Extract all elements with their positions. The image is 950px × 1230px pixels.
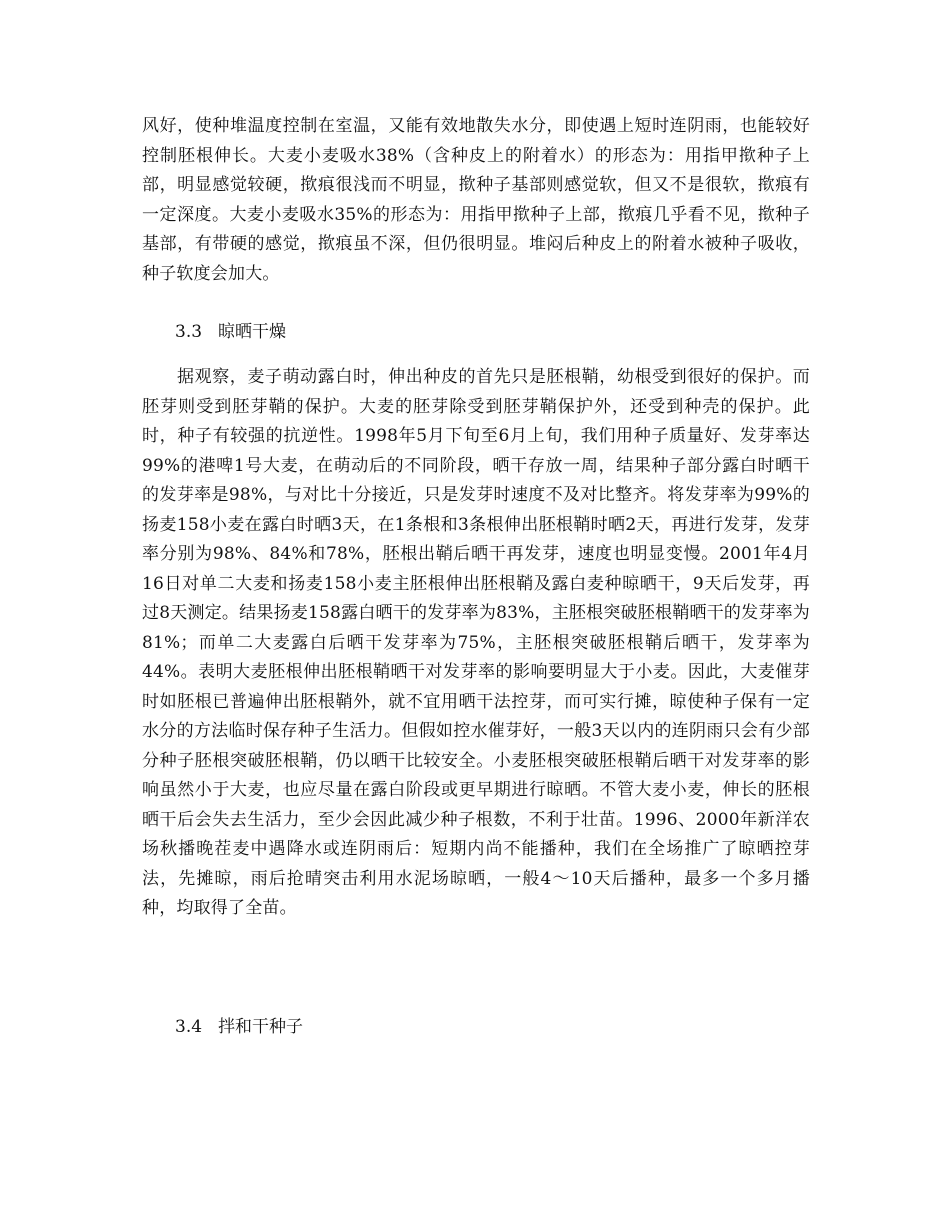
section-title: 拌和干种子 bbox=[218, 1017, 304, 1037]
section-heading-3-3 bbox=[175, 318, 286, 347]
paragraph-seed-moisture: 风好，使种堆温度控制在室温，又能有效地散失水分，即使遇上短时连阴雨，也能较好控制胚根伸长。大麦小麦吸水38%（含种皮上的附着水）的形态为：用指甲揿种子上部，明显感觉较硬，揿痕很浅而不明显，揿种子基部则感觉软，但又不是很软，揿痕有一定深度。大麦小麦吸水35%的形态为：用指甲揿种子上部，揿痕几乎看不见，揿种子基部，有带硬的感觉，揿痕虽不深，但仍很明显。堆闷后种皮上的附着水被种子吸收，种子软度会加大。 bbox=[142, 116, 810, 284]
section-number: 3.3 bbox=[175, 322, 203, 342]
paragraph-drying: 据观察，麦子萌动露白时，伸出种皮的首先只是胚根鞘，幼根受到很好的保护。而胚芽则受到胚芽鞘的保护。大麦的胚芽除受到胚芽鞘保护外，还受到种壳的保护。此时，种子有较强的抗逆性。1998年5月下旬至6月上旬，我们用种子质量好、发芽率达99%的港啤1号大麦，在萌动后的不同阶段，晒干存放一周，结果种子部分露白时晒干的发芽率是98%，与对比十分接近，只是发芽时速度不及对比整齐。将发芽率为99%的扬麦158小麦在露白时晒3天，在1条根和3条根伸出胚根鞘时晒2天，再进行发芽，发芽率分别为98%、84%和78%，胚根出鞘后晒干再发芽，速度也明显变慢。2001年4月16日对单二大麦和扬麦158小麦主胚根伸出胚根鞘及露白麦种晾晒干，9天后发芽，再过8天测定。结果扬麦158露白晒干的发芽率为83%，主胚根突破胚根鞘晒干的发芽率为81%；而单二大麦露白后晒干发芽率为75%，主胚根突破胚根鞘后晒干，发芽率为44%。表明大麦胚根伸出胚根鞘晒干对发芽率的影响要明显大于小麦。因此，大麦催芽时如胚根已普遍伸出胚根鞘外，就不宜用晒干法控芽，而可实行摊，晾使种子保有一定水分的方法临时保存种子生活力。但假如控水催芽好，一般3天以内的连阴雨只会有少部分种子胚根突破胚根鞘，仍以晒干比较安全。小麦胚根突破胚根鞘后晒干对发芽率的影响虽然小于大麦，也应尽量在露白阶段或更早期进行晾晒。不管大麦小麦，伸长的胚根晒干后会失去生活力，至少会因此减少种子根数，不利于壮苗。1996、2000年新洋农场秋播晚茬麦中遇降水或连阴雨后：短期内尚不能播种，我们在全场推广了晾晒控芽法，先摊晾，雨后抢晴突击利用水泥场晾晒，一般4～10天后播种，最多一个多月播种，均取得了全苗。 bbox=[142, 367, 810, 918]
section-heading-3-4 bbox=[175, 1013, 303, 1042]
section-number: 3.4 bbox=[175, 1017, 203, 1037]
section-title: 晾晒干燥 bbox=[218, 322, 287, 342]
